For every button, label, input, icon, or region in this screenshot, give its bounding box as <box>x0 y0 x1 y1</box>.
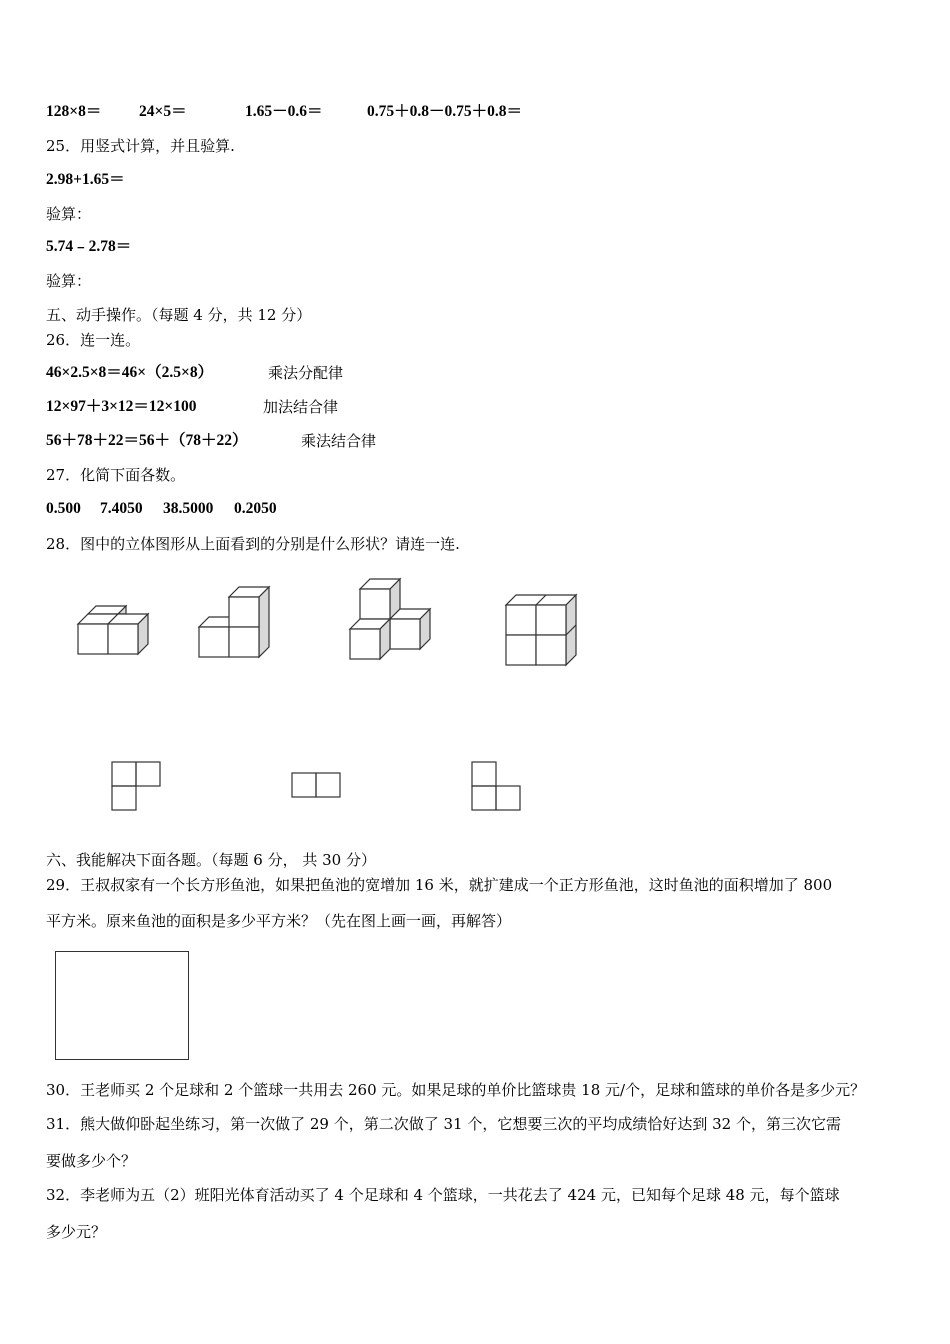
q26-title: 26．连一连。 <box>46 331 141 349</box>
q26-expr-3: 56＋78＋22＝56＋（78＋22） <box>46 432 248 449</box>
q27-num-4: 0.2050 <box>234 500 277 517</box>
solid-figure-1 <box>76 602 152 658</box>
q26-expr-1: 46×2.5×8＝46×（2.5×8） <box>46 364 214 381</box>
q24-expr-2: 24×5＝ <box>139 103 187 120</box>
q24-row <box>46 102 646 122</box>
q26-law-1: 乘法分配律 <box>268 364 344 382</box>
q26-expr-2: 12×97＋3×12＝12×100 <box>46 398 197 415</box>
q30-line-1: 30．王老师买 2 个足球和 2 个篮球一共用去 260 元。如果足球的单价比篮球贵 18 元/个，足球和篮球的单价各是多少元？ <box>46 1081 866 1099</box>
section-6-title: 六、我能解决下面各题。（每题 6 分， 共 30 分） <box>46 851 376 869</box>
q27-title: 27．化简下面各数。 <box>46 466 186 484</box>
q31-line-1: 31．熊大做仰卧起坐练习，第一次做了 29 个，第二次做了 31 个，它想要三次的平均成绩恰好达到 32 个，第三次它需 <box>46 1115 841 1133</box>
q25-title: 25．用竖式计算，并且验算. <box>46 137 235 155</box>
q25-expr-2: 5.74﹣2.78＝ <box>46 238 132 255</box>
q29-line-1: 29．王叔叔家有一个长方形鱼池，如果把鱼池的宽增加 16 米，就扩建成一个正方形鱼池，这时鱼池的面积增加了 800 <box>46 876 833 894</box>
q28-title: 28．图中的立体图形从上面看到的分别是什么形状？请连一连. <box>46 535 460 553</box>
fish-pond-rectangle <box>55 951 189 1060</box>
solid-figure-2 <box>197 585 273 661</box>
section-5-title: 五、动手操作。（每题 4 分，共 12 分） <box>46 306 312 324</box>
q26-row-1 <box>46 363 446 383</box>
q25-check-2: 验算： <box>46 272 92 290</box>
solid-figure-3 <box>348 577 434 663</box>
q27-numbers <box>46 499 346 519</box>
top-view-3 <box>471 761 523 813</box>
q26-law-3: 乘法结合律 <box>301 432 377 450</box>
q31-line-2: 要做多少个？ <box>46 1152 137 1170</box>
q27-num-2: 7.4050 <box>100 500 143 517</box>
q24-expr-4: 0.75＋0.8－0.75＋0.8＝ <box>367 103 523 120</box>
q26-row-3 <box>46 431 446 451</box>
q26-law-2: 加法结合律 <box>263 398 339 416</box>
q25-expr-1: 2.98+1.65＝ <box>46 171 125 188</box>
q27-num-3: 38.5000 <box>163 500 214 517</box>
q24-expr-1: 128×8＝ <box>46 103 102 120</box>
q32-line-1: 32．李老师为五（2）班阳光体育活动买了 4 个足球和 4 个篮球，一共花去了 424 元，已知每个足球 48 元，每个篮球 <box>46 1186 840 1204</box>
top-view-2 <box>291 772 343 800</box>
q24-expr-3: 1.65－0.6＝ <box>245 103 323 120</box>
q26-row-2 <box>46 397 446 417</box>
q29-line-2: 平方米。原来鱼池的面积是多少平方米？（先在图上画一画，再解答） <box>46 912 512 930</box>
q27-num-1: 0.500 <box>46 500 81 517</box>
q32-line-2: 多少元？ <box>46 1223 107 1241</box>
top-view-1 <box>111 761 163 813</box>
q25-check-1: 验算： <box>46 205 92 223</box>
solid-figure-4 <box>504 593 580 669</box>
